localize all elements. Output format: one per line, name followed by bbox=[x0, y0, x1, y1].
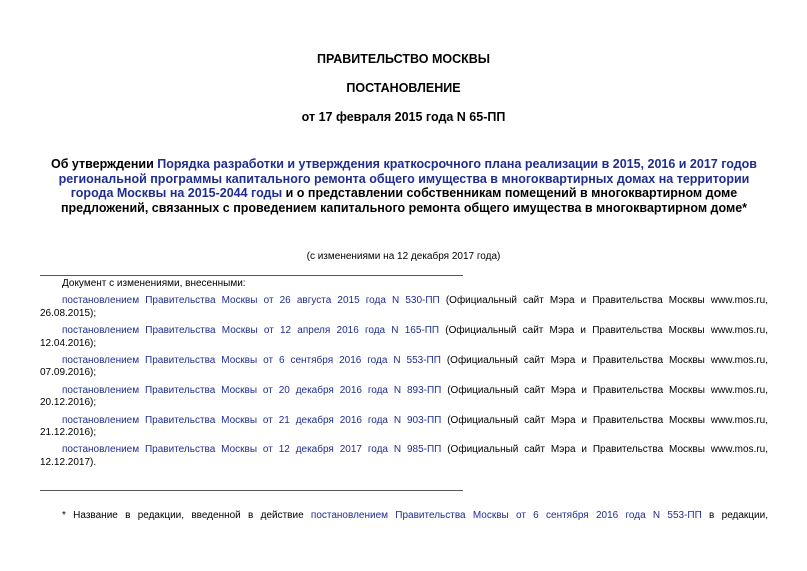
title-link[interactable]: Порядка разработки и утверждения краткосрочного плана реализации в 2015, 2016 и 2017 годов региональной программы капитального ремонта общего имущества в многоквартирных домах на территории города Москвы на 2015-2044 годы bbox=[58, 157, 757, 201]
footnote-link[interactable]: постановлением Правительства Москвы от 6 сентября 2016 года N 553-ПП bbox=[310, 510, 702, 521]
document-type-heading: ПОСТАНОВЛЕНИЕ bbox=[346, 81, 461, 95]
amendment-link[interactable]: постановлением Правительства Москвы от 6 сентября 2016 года N 553-ПП bbox=[62, 355, 441, 367]
amendment-source: (Официальный сайт Мэра и Правительства Москвы www.mos.ru, 12.12.2017). bbox=[40, 444, 768, 468]
amendment-source: (Официальный сайт Мэра и Правительства Москвы www.mos.ru, 26.08.2015); bbox=[40, 295, 768, 319]
changes-note: (с изменениями на 12 декабря 2017 года) bbox=[306, 251, 501, 262]
top-divider bbox=[40, 275, 463, 276]
amendment-entry bbox=[40, 415, 768, 440]
amendment-link[interactable]: постановлением Правительства Москвы от 12 декабря 2017 года N 985-ПП bbox=[62, 444, 442, 456]
government-heading: ПРАВИТЕЛЬСТВО МОСКВЫ bbox=[317, 52, 490, 66]
amendment-source: (Официальный сайт Мэра и Правительства Москвы www.mos.ru, 12.04.2016); bbox=[40, 325, 768, 349]
amendment-source: (Официальный сайт Мэра и Правительства Москвы www.mos.ru, 21.12.2016); bbox=[40, 414, 768, 439]
amendment-entry bbox=[40, 325, 768, 350]
amendment-source: (Официальный сайт Мэра и Правительства Москвы www.mos.ru, 20.12.2016); bbox=[40, 384, 768, 409]
document-title bbox=[40, 157, 768, 215]
bottom-divider bbox=[40, 490, 463, 491]
title-suffix: и о представлении собственникам помещений в многоквартирном доме предложений, связанных с проведением капитального ремонта общего имущества в многоквартирном доме* bbox=[60, 186, 748, 215]
amendments-list bbox=[40, 278, 768, 474]
amendment-link[interactable]: постановлением Правительства Москвы от 12 апреля 2016 года N 165-ПП bbox=[62, 325, 440, 337]
amendment-entry bbox=[40, 295, 768, 320]
document-date-number: от 17 февраля 2015 года N 65-ПП bbox=[301, 110, 506, 124]
footnote bbox=[40, 510, 768, 521]
amendment-entry bbox=[40, 385, 768, 410]
footnote-suffix: в редакции, bbox=[701, 510, 768, 521]
amendments-intro: Документ с изменениями, внесенными: bbox=[62, 278, 246, 289]
title-prefix: Об утверждении bbox=[51, 157, 158, 171]
amendment-entry bbox=[40, 355, 768, 380]
amendment-link[interactable]: постановлением Правительства Москвы от 21 декабря 2016 года N 903-ПП bbox=[62, 414, 442, 426]
amendment-link[interactable]: постановлением Правительства Москвы от 26 августа 2015 года N 530-ПП bbox=[62, 295, 440, 307]
amendment-source: (Официальный сайт Мэра и Правительства Москвы www.mos.ru, 07.09.2016); bbox=[40, 355, 768, 379]
amendment-entry bbox=[40, 444, 768, 469]
footnote-prefix: * Название в редакции, введенной в действие bbox=[62, 510, 311, 521]
amendment-link[interactable]: постановлением Правительства Москвы от 20 декабря 2016 года N 893-ПП bbox=[62, 384, 442, 396]
